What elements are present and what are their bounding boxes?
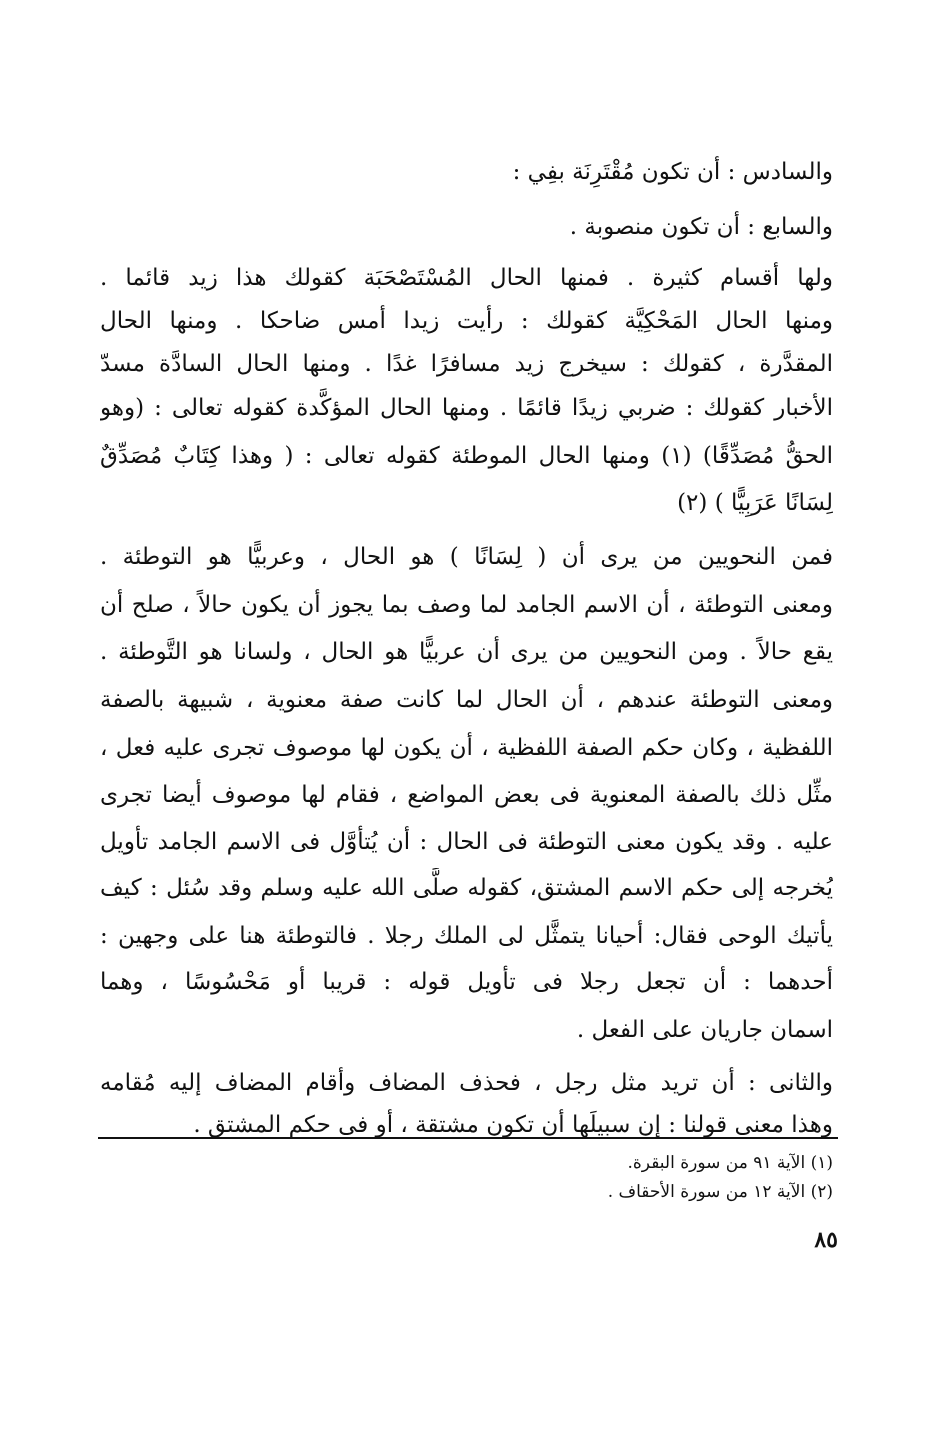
- text-line-16: يُخرجه إلى حكم الاسم المشتق، كقوله صلَّى الله عليه وسلم وقد سُئل : كيف: [100, 875, 833, 901]
- text-line-10: ومعنى التوطئة ، أن الاسم الجامد لما وصف بما يجوز أن يكون حالاً ، صلح أن: [100, 592, 833, 618]
- text-line-11: يقع حالاً . ومن النحويين من يرى أن عربيًّا هو الحال ، ولسانا هو التَّوطئة .: [100, 639, 833, 665]
- text-line-21: وهذا معنى قولنا : إن سبيلَها أن تكون مشتقة ، أو فى حكم المشتق .: [193, 1112, 833, 1138]
- text-line-1: والسادس : أن تكون مُقْتَرِنَة بفِي :: [512, 159, 833, 185]
- text-line-7: الحقُّ مُصَدِّقًا) (١) ومنها الحال الموطئة كقوله تعالى : ( وهذا كِتَابٌ مُصَدِّقٌ: [100, 443, 833, 469]
- text-line-14: مثِّل ذلك بالصفة المعنوية فى بعض المواضع ، فقام لها موصوف أيضا تجرى: [100, 782, 833, 808]
- text-line-18: أحدهما : أن تجعل رجلا فى تأويل قوله : قريبا أو مَحْسُوسًا ، وهما: [100, 969, 833, 995]
- text-line-2: والسابع : أن تكون منصوبة .: [569, 214, 833, 240]
- text-line-6: الأخبار كقولك : ضربي زيدًا قائمًا . ومنها الحال المؤكَّدة كقوله تعالى : (وهو: [100, 395, 833, 421]
- text-line-13: اللفظية ، وكان حكم الصفة اللفظية ، أن يكون لها موصوف تجرى عليه فعل ،: [100, 735, 833, 761]
- text-line-4: ومنها الحال المَحْكِيَّة كقولك : رأيت زيدا أمس ضاحكا . ومنها الحال: [100, 308, 833, 334]
- text-line-15: عليه . وقد يكون معنى التوطئة فى الحال : أن يُتأوَّل فى الاسم الجامد تأويل: [100, 829, 833, 855]
- footnote-divider: [98, 1137, 838, 1139]
- footnote-2: (٢) الآية ١٢ من سورة الأحقاف .: [607, 1182, 833, 1202]
- text-line-20: والثانى : أن تريد مثل رجل ، فحذف المضاف وأقام المضاف إليه مُقامه: [100, 1070, 833, 1096]
- text-line-19: اسمان جاريان على الفعل .: [576, 1017, 833, 1043]
- text-line-9: فمن النحويين من يرى أن ( لِسَانًا ) هو الحال ، وعربيًّا هو التوطئة .: [100, 544, 833, 570]
- text-line-5: المقدَّرة ، كقولك : سيخرج زيد مسافرًا غدًا . ومنها الحال السادَّة مسدّ: [100, 351, 833, 377]
- text-line-8: لِسَانًا عَرَبِيًّا ) (٢): [677, 490, 833, 516]
- text-line-3: ولها أقسام كثيرة . فمنها الحال المُسْتَصْحَبَة كقولك هذا زيد قائما .: [100, 265, 833, 291]
- footnote-1: (١) الآية ٩١ من سورة البقرة.: [627, 1153, 833, 1173]
- text-line-17: يأتيك الوحى فقال: أحيانا يتمثَّل لى الملك رجلا . فالتوطئة هنا على وجهين :: [100, 923, 833, 949]
- text-line-12: ومعنى التوطئة عندهم ، أن الحال لما كانت صفة معنوية ، شبيهة بالصفة: [100, 687, 833, 713]
- page-number: ٨٥: [814, 1227, 838, 1253]
